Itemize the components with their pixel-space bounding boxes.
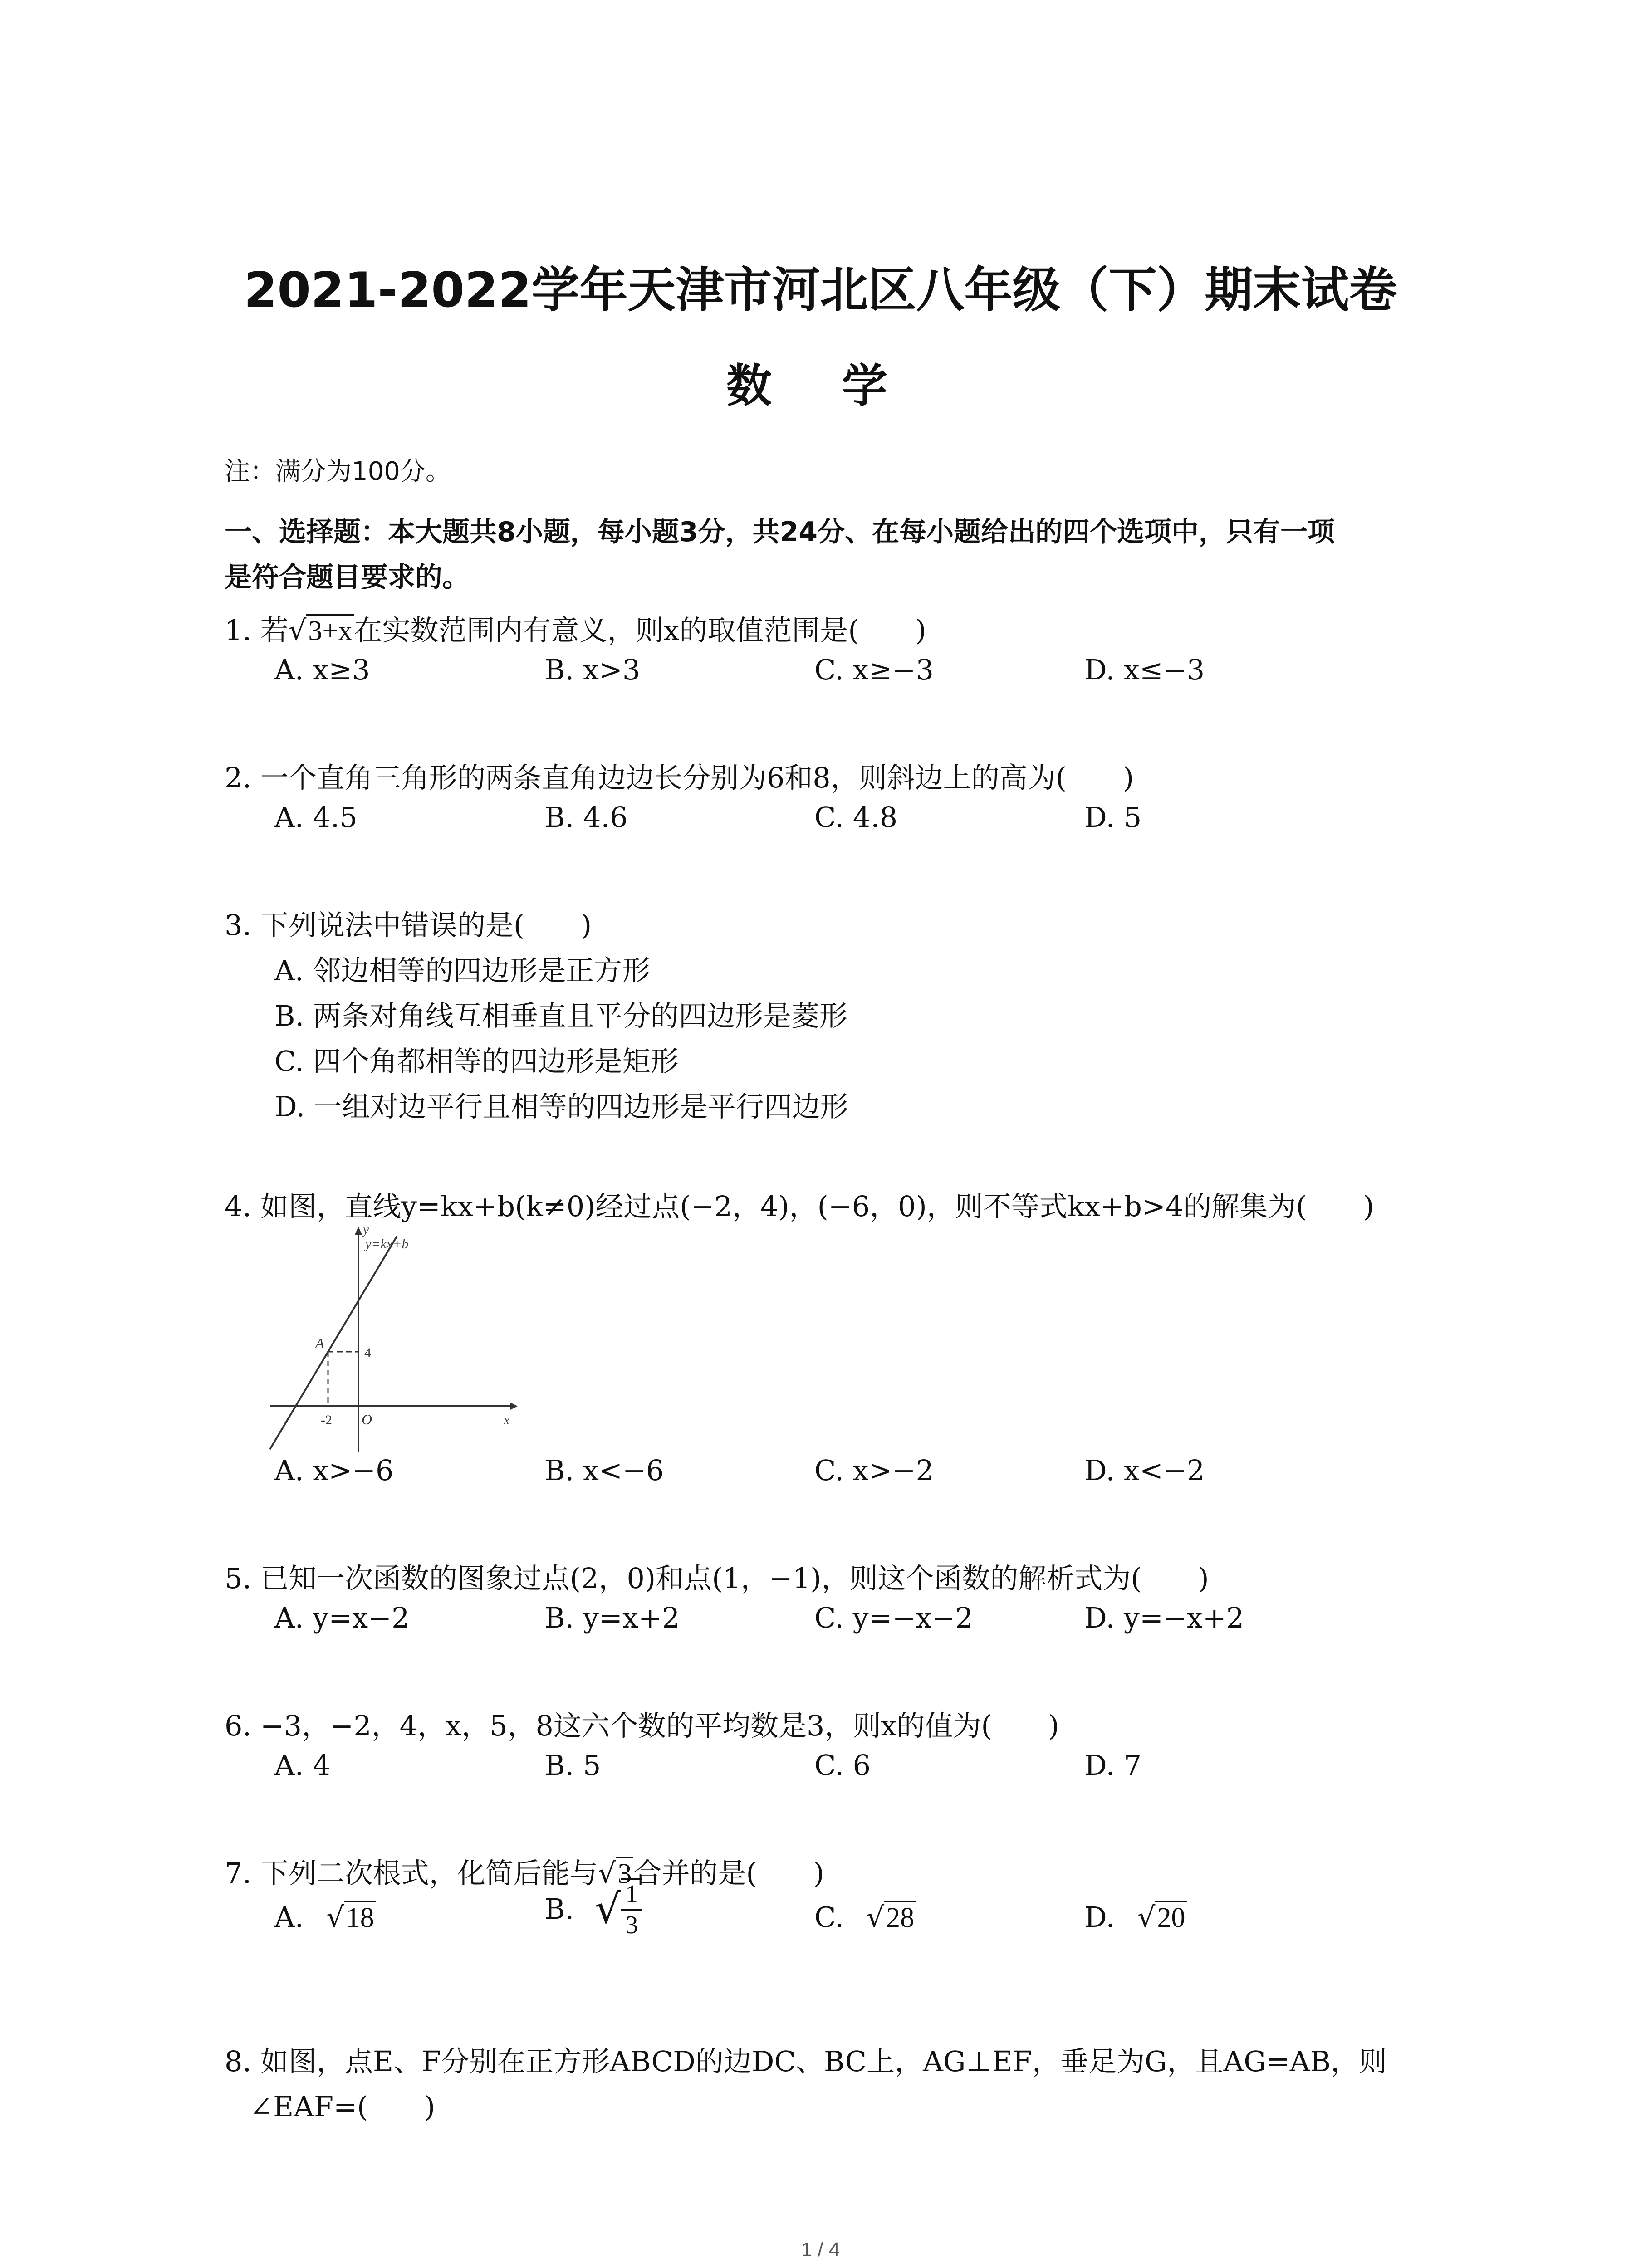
q1-option-d: D. x≤−3: [1084, 653, 1205, 686]
section-heading-line2: 是符合题目要求的。: [225, 562, 470, 593]
score-note: 注：满分为100分。: [225, 457, 451, 486]
x-axis-label: x: [504, 1413, 510, 1427]
q6-option-b: B. 5: [544, 1749, 601, 1782]
question-7: [225, 1851, 824, 1891]
q3-option-b: B. 两条对角线互相垂直且平分的四边形是菱形: [274, 999, 847, 1032]
sqrt-expression: √28: [867, 1901, 916, 1934]
denominator: 3: [625, 1911, 638, 1939]
function-line: [270, 1236, 397, 1449]
q7-option-d: [1084, 1901, 1187, 1934]
section-heading-line1: 一、选择题：本大题共8小题，每小题3分，共24分、在每小题给出的四个选项中，只有一项: [225, 516, 1335, 548]
q7-option-a: [274, 1901, 376, 1934]
q2-option-a: A. 4.5: [274, 801, 358, 834]
q5-option-a: A. y=x−2: [274, 1601, 410, 1634]
q1-option-a: A. x≥3: [274, 653, 370, 686]
question-5: 5. 已知一次函数的图象过点(2，0)和点(1，−1)，则这个函数的解析式为( ): [225, 1562, 1209, 1595]
question-6: 6. −3，−2，4，x，5，8这六个数的平均数是3，则x的值为( ): [225, 1709, 1059, 1742]
q5-option-b: B. y=x+2: [544, 1601, 680, 1634]
option-label: B.: [544, 1892, 574, 1926]
q2-option-d: D. 5: [1084, 801, 1142, 834]
q5-option-d: D. y=−x+2: [1084, 1601, 1244, 1634]
q7-option-b: [544, 1878, 642, 1940]
q3-option-a: A. 邻边相等的四边形是正方形: [274, 954, 651, 987]
question-3: 3. 下列说法中错误的是( ): [225, 909, 592, 942]
line-label: y=kx+b: [365, 1237, 409, 1251]
q4-graph-figure: [265, 1225, 519, 1461]
q4-option-b: B. x<−6: [544, 1454, 664, 1487]
question-4: 4. 如图，直线y=kx+b(k≠0)经过点(−2，4)，(−6，0)，则不等式kx+b>4的解集为( ): [225, 1190, 1374, 1223]
q5-option-c: C. y=−x−2: [814, 1601, 973, 1634]
radicand: 3: [616, 1857, 633, 1889]
option-label: D.: [1084, 1901, 1115, 1934]
q6-option-d: D. 7: [1084, 1749, 1142, 1782]
q3-option-c: C. 四个角都相等的四边形是矩形: [274, 1045, 679, 1078]
page-subtitle: 数 学: [726, 359, 915, 412]
x-axis-arrow-icon: [510, 1403, 518, 1410]
radicand: 28: [884, 1901, 916, 1933]
option-label: A.: [274, 1901, 304, 1934]
question-1: [225, 608, 926, 648]
question-1-suffix: 在实数范围内有意义，则x的取值范围是( ): [354, 614, 926, 647]
option-label: C.: [814, 1901, 844, 1934]
sqrt-expression: √20: [1137, 1901, 1187, 1934]
q2-option-c: C. 4.8: [814, 801, 898, 834]
q4-option-c: C. x>−2: [814, 1454, 934, 1487]
question-2: 2. 一个直角三角形的两条直角边边长分别为6和8，则斜边上的高为( ): [225, 761, 1134, 794]
sqrt-sign-icon: √: [595, 1885, 621, 1933]
point-a-label: A: [315, 1335, 324, 1351]
q1-option-c: C. x≥−3: [814, 653, 934, 686]
q3-option-d: D. 一组对边平行且相等的四边形是平行四边形: [274, 1090, 848, 1123]
q4-option-a: A. x>−6: [274, 1454, 394, 1487]
q1-option-b: B. x>3: [544, 653, 641, 686]
x-tick-label: -2: [321, 1413, 332, 1427]
q6-option-c: C. 6: [814, 1749, 871, 1782]
numerator: 1: [621, 1880, 642, 1911]
sqrt-expression: √18: [326, 1901, 376, 1934]
radicand: 20: [1155, 1901, 1187, 1933]
radicand: 3+x: [306, 614, 354, 646]
q6-option-a: A. 4: [274, 1749, 331, 1782]
radicand: 18: [344, 1901, 376, 1933]
question-8-line2: ∠EAF=( ): [250, 2090, 436, 2123]
page-title: 2021-2022学年天津市河北区八年级（下）期末试卷: [244, 262, 1397, 318]
question-1-prefix: 1. 若: [225, 614, 289, 647]
question-8-line1: 8. 如图，点E、F分别在正方形ABCD的边DC、BC上，AG⊥EF，垂足为G，且AG=AB，则: [225, 2045, 1387, 2078]
y-tick-label: 4: [364, 1345, 371, 1360]
fraction: [621, 1878, 642, 1940]
q2-option-b: B. 4.6: [544, 801, 628, 834]
question-7-suffix: 合并的是( ): [633, 1857, 824, 1890]
sqrt-expression: √3: [598, 1857, 634, 1890]
y-axis-label: y: [363, 1225, 369, 1237]
y-axis-arrow-icon: [355, 1227, 362, 1235]
q4-option-d: D. x<−2: [1084, 1454, 1205, 1487]
sqrt-expression: √3+x: [289, 614, 354, 647]
q7-option-c: [814, 1901, 916, 1934]
page-number: 1 / 4: [801, 2239, 840, 2261]
question-7-prefix: 7. 下列二次根式，化简后能与: [225, 1857, 598, 1890]
origin-label: O: [362, 1411, 372, 1427]
